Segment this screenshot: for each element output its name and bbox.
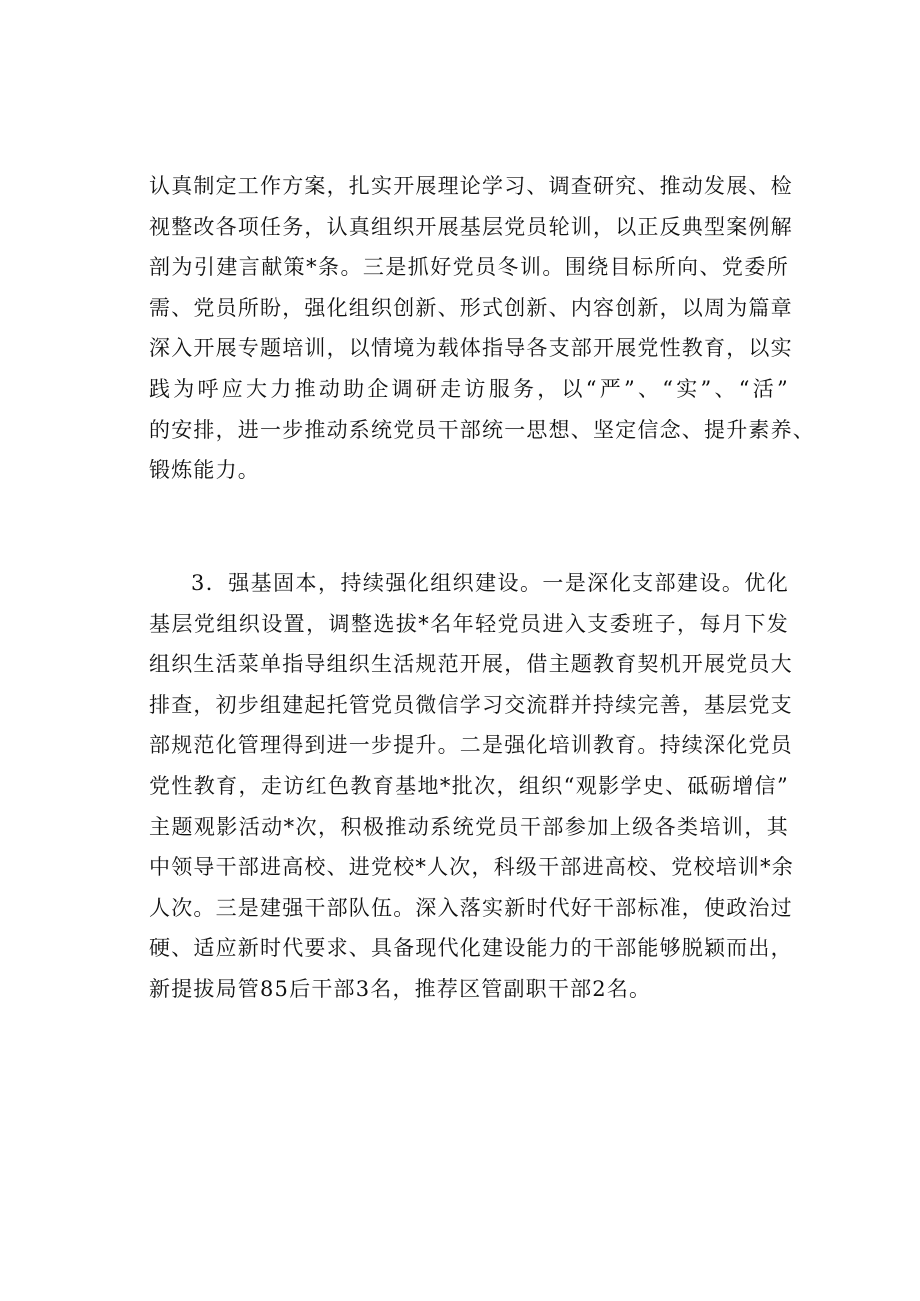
text-line: 排查，初步组建起托管党员微信学习交流群并持续完善，基层党支	[149, 692, 793, 717]
text-line: 锻炼能力。	[149, 458, 260, 483]
text-line: 认真制定工作方案，扎实开展理论学习、调查研究、推动发展、检	[149, 174, 793, 198]
text-line: 人次。三是建强干部队伍。深入落实新时代好干部标准，使政治过	[149, 895, 793, 920]
text-line: 深入开展专题培训，以情境为载体指导各支部开展党性教育，以实	[149, 336, 793, 361]
text-line: 硬、适应新时代要求、具备现代化建设能力的干部能够脱颖而出，	[149, 936, 793, 961]
text-line: 部规范化管理得到进一步提升。二是强化培训教育。持续深化党员	[149, 733, 793, 758]
text-line: 中领导干部进高校、进党校*人次，科级干部进高校、党校培训*余	[149, 855, 794, 880]
text-line: 践为呼应大力推动助企调研走访服务，以“严”、“实”、“活”	[149, 376, 789, 401]
text-line: 的安排，进一步推动系统党员干部统一思想、坚定信念、提升素养、	[149, 417, 815, 442]
paragraph-organization-building	[149, 563, 794, 1010]
text-line: 需、党员所盼，强化组织创新、形式创新、内容创新，以周为篇章	[149, 295, 793, 320]
text-line: 基层党组织设置，调整选拔*名年轻党员进入支委班子，每月下发	[149, 611, 789, 636]
text-line: 新提拔局管85后干部3名，推荐区管副职干部2名。	[149, 976, 652, 1001]
text-line: 视整改各项任务，认真组织开展基层党员轮训，以正反典型案例解	[149, 214, 793, 239]
text-line: 党性教育，走访红色教育基地*批次，组织“观影学史、砥砺增信”	[149, 773, 789, 798]
text-line: 主题观影活动*次，积极推动系统党员干部参加上级各类培训，其	[149, 814, 789, 839]
text-line: 3．强基固本，持续强化组织建设。一是深化支部建设。优化	[191, 571, 789, 595]
paragraph-continued	[149, 166, 815, 491]
text-line: 剖为引建言献策*条。三是抓好党员冬训。围绕目标所向、党委所	[149, 255, 789, 280]
text-line: 组织生活菜单指导组织生活规范开展，借主题教育契机开展党员大	[149, 652, 793, 677]
